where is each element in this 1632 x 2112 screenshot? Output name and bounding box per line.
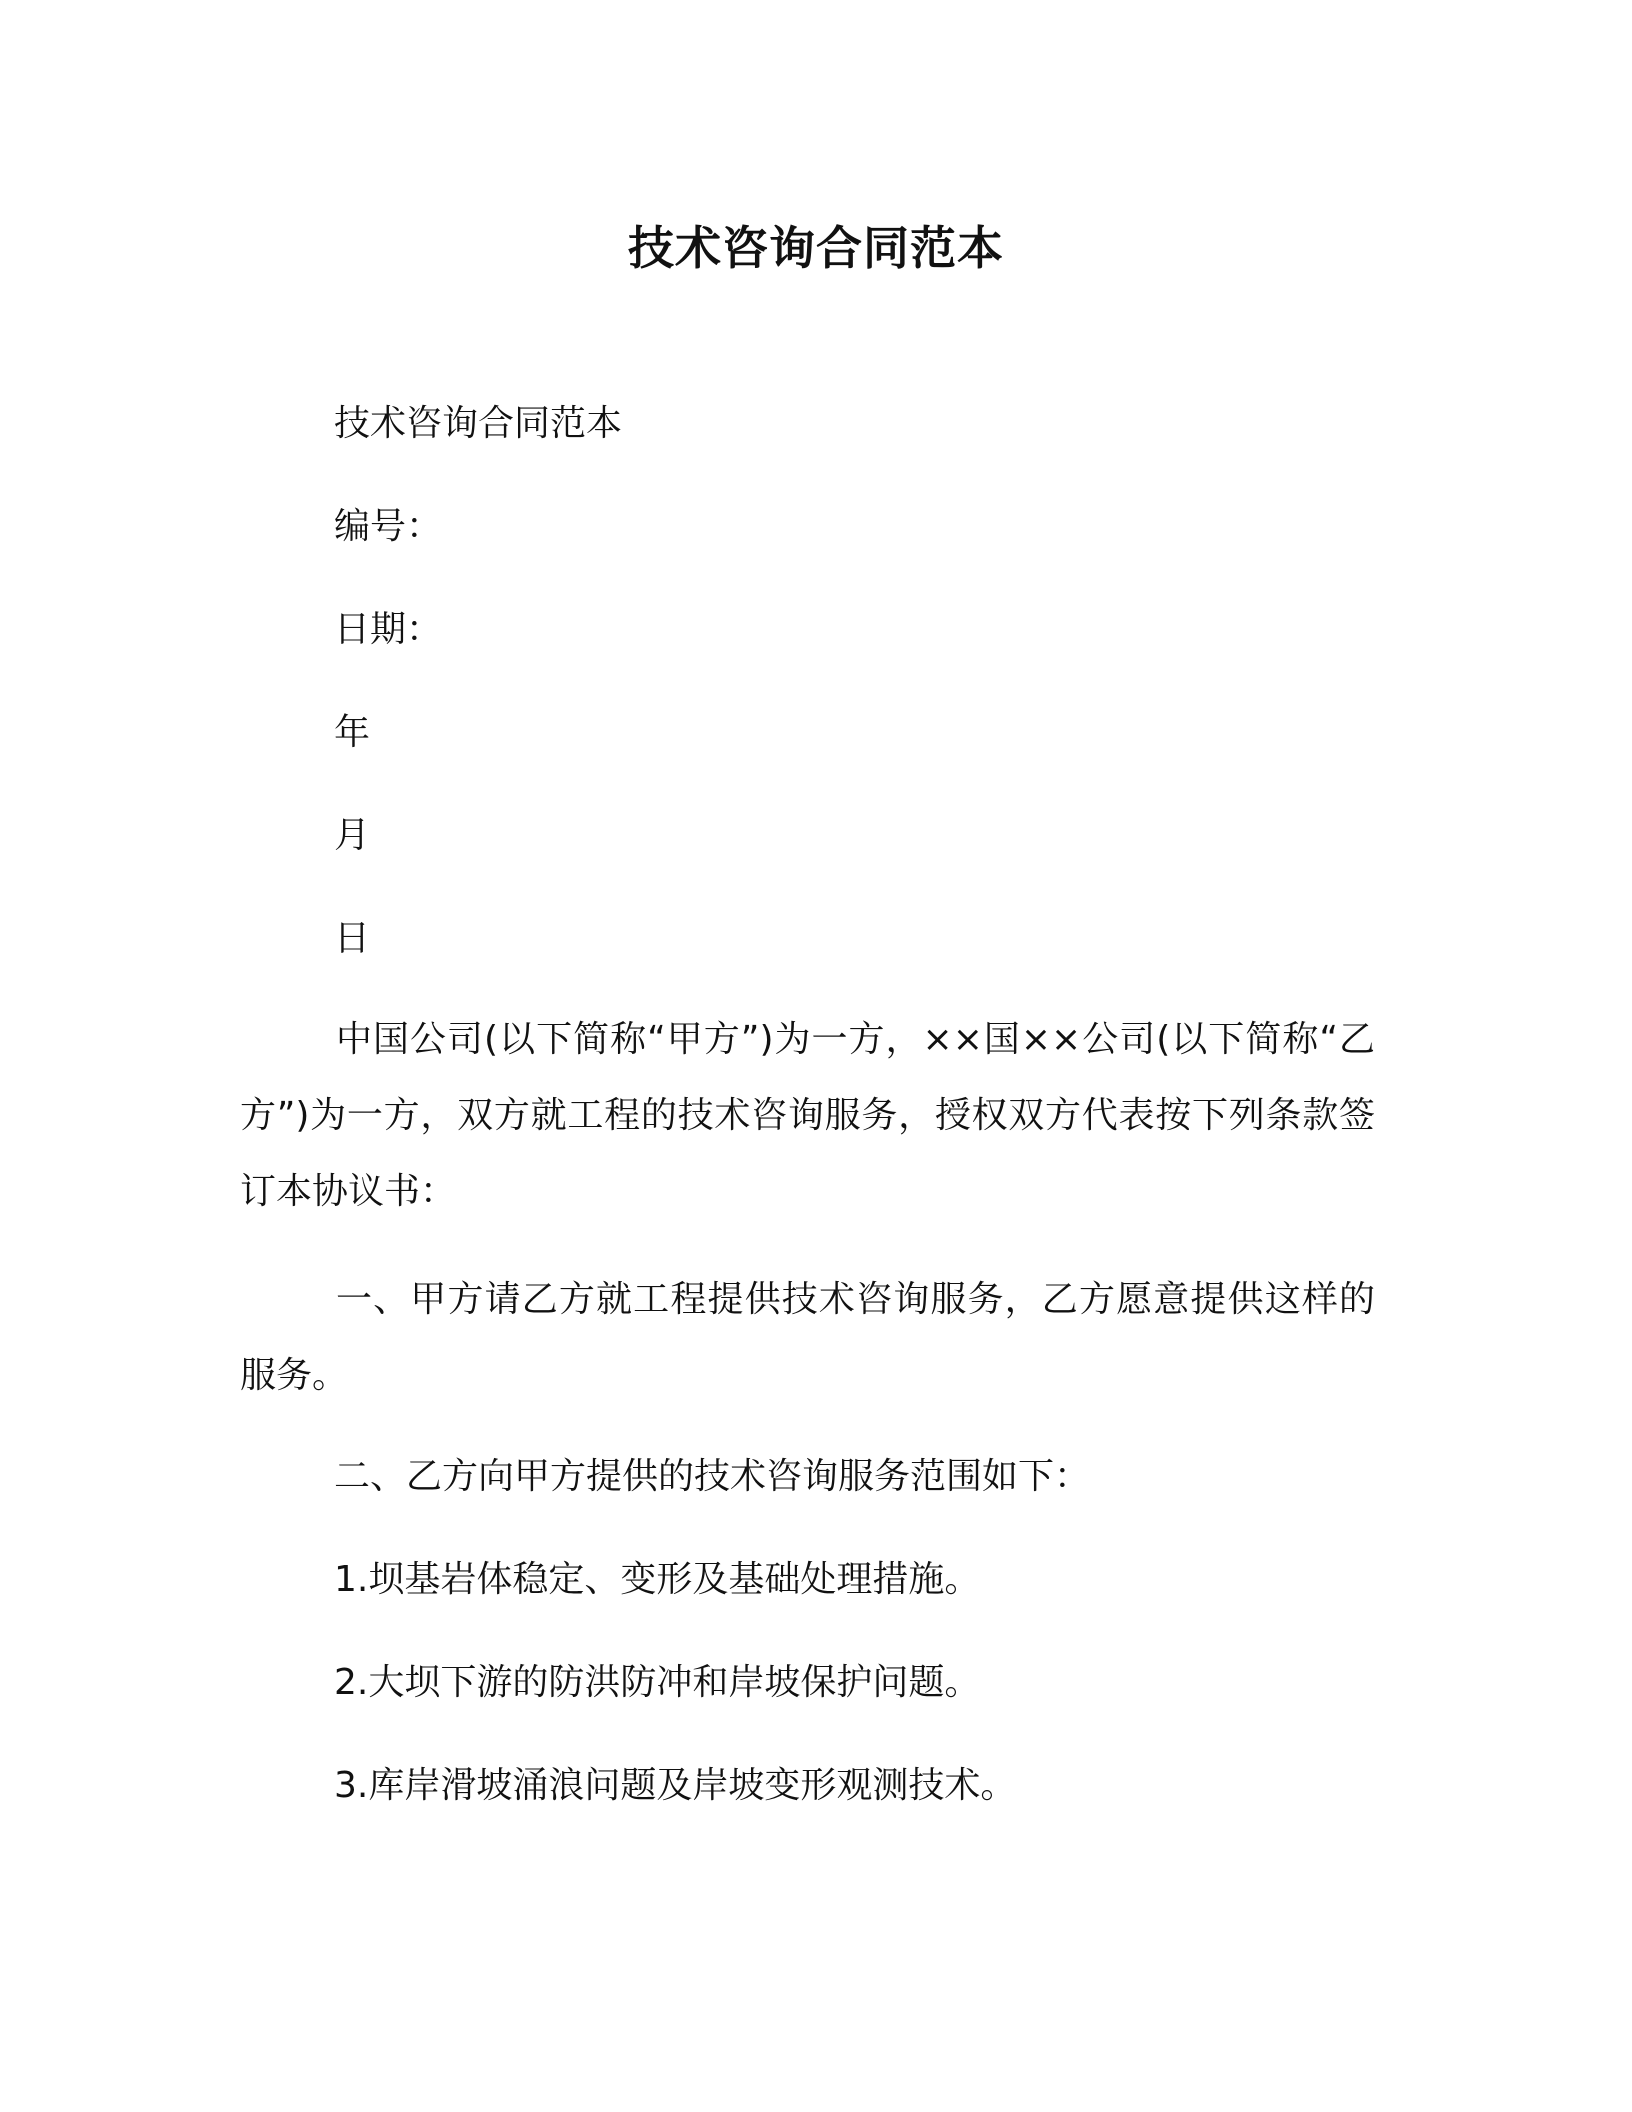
item-2-text: 2.大坝下游的防洪防冲和岸坡保护问题。 bbox=[334, 1662, 981, 1703]
day-label: 日 bbox=[334, 918, 371, 959]
intro-paragraph: 中国公司(以下简称“甲方”)为一方，××国××公司(以下简称“乙方”)为一方，双方就工程的技术咨询服务，授权双方代表按下列条款签订本协议书： bbox=[240, 1019, 1375, 1212]
clause-1-paragraph: 一、甲方请乙方就工程提供技术咨询服务，乙方愿意提供这样的服务。 bbox=[240, 1279, 1375, 1396]
item-3-text: 3.库岸滑坡涌浪问题及岸坡变形观测技术。 bbox=[334, 1765, 1017, 1806]
item-1-text: 1.坝基岩体稳定、变形及基础处理措施。 bbox=[334, 1559, 981, 1600]
date-label: 日期： bbox=[334, 609, 443, 650]
document-title: 技术咨询合同范本 bbox=[628, 221, 1004, 275]
number-label: 编号： bbox=[334, 506, 443, 547]
year-label: 年 bbox=[334, 712, 371, 753]
month-label: 月 bbox=[334, 815, 371, 856]
document-subtitle: 技术咨询合同范本 bbox=[334, 403, 623, 444]
clause-2-text: 二、乙方向甲方提供的技术咨询服务范围如下： bbox=[334, 1456, 1091, 1497]
